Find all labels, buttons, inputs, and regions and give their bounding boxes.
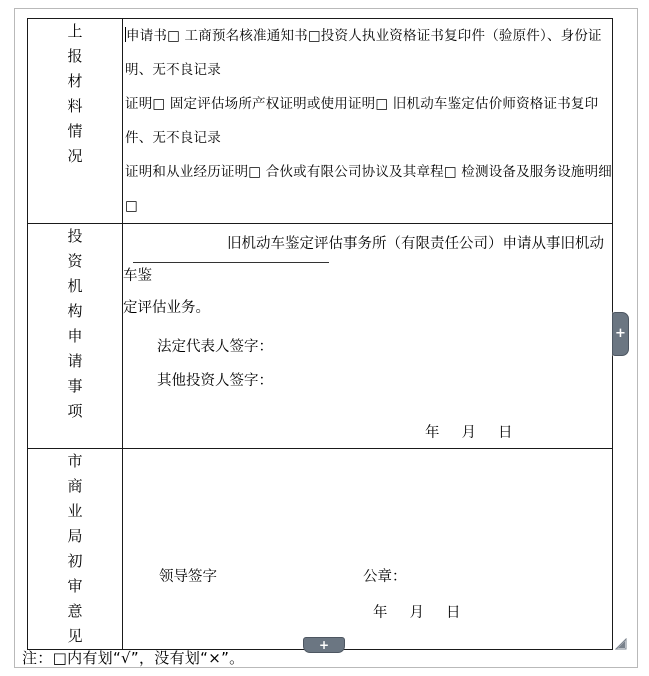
application-form-table[interactable] <box>27 18 613 650</box>
table-row-bureau-opinion[interactable] <box>28 449 613 650</box>
page-guide-left <box>14 8 15 668</box>
materials-line-3[interactable]: 证明和从业经历证明□ 合伙或有限公司协议及其章程□ 检测设备及服务设施明细□ <box>125 164 612 214</box>
table-resize-grip-icon[interactable] <box>615 638 627 650</box>
plus-icon: + <box>615 326 626 341</box>
add-column-handle[interactable] <box>612 312 629 356</box>
row-label-materials-cell[interactable] <box>28 19 123 224</box>
investor-date-month: 月 <box>461 425 476 441</box>
investor-date-line[interactable] <box>123 418 612 448</box>
materials-line-1[interactable] <box>123 19 612 87</box>
applicant-name-blank-field[interactable] <box>133 262 329 263</box>
bureau-date-day: 日 <box>446 605 461 621</box>
row-label-investor-cell[interactable] <box>28 224 123 449</box>
row-label-materials: 上 报 材 料 情 况 <box>67 22 83 165</box>
table-row-materials[interactable] <box>28 19 613 224</box>
row-label-bureau-cell[interactable] <box>28 449 123 650</box>
other-investor-signature-label[interactable]: 其他投资人签字： <box>157 373 273 389</box>
row-content-materials-cell[interactable] <box>123 19 613 224</box>
add-row-handle[interactable] <box>303 637 345 653</box>
page-guide-top <box>14 8 638 9</box>
investor-date-day: 日 <box>498 425 513 441</box>
materials-line-2[interactable]: 证明□ 固定评估场所产权证明或使用证明□ 旧机动车鉴定估价师资格证书复印件、无不良记录 <box>125 96 599 146</box>
bureau-date-line[interactable] <box>373 601 461 622</box>
materials-line-1-text: 申请书□ 工商预名核准通知书□投资人执业资格证书复印件（验原件）、身份证明、无不良记录 <box>125 28 602 78</box>
application-statement-line-2: 定评估业务。 <box>123 300 210 316</box>
row-content-bureau-cell[interactable] <box>123 449 613 650</box>
official-seal-label[interactable]: 公章： <box>363 569 407 585</box>
leader-signature-label[interactable]: 领导签字 <box>159 569 217 585</box>
investor-date-year: 年 <box>425 425 440 441</box>
legal-representative-signature-label[interactable]: 法定代表人签字： <box>157 339 273 355</box>
footer-note: 注：□内有划“√”，没有划“×”。 <box>22 649 245 667</box>
page-guide-right <box>637 8 638 668</box>
row-content-investor-cell[interactable] <box>123 224 613 449</box>
plus-icon: + <box>318 638 330 652</box>
application-statement-line-1: 旧机动车鉴定评估事务所（有限责任公司）申请从事旧机动车鉴 <box>123 236 604 284</box>
bureau-date-year: 年 <box>373 605 388 621</box>
row-label-investor-application: 投 资 机 构 申 请 事 项 <box>67 227 83 420</box>
table-row-investor-application[interactable] <box>28 224 613 449</box>
bureau-date-month: 月 <box>409 605 424 621</box>
row-label-bureau-opinion: 市 商 业 局 初 审 意 见 <box>67 452 83 645</box>
application-statement[interactable] <box>123 224 612 292</box>
